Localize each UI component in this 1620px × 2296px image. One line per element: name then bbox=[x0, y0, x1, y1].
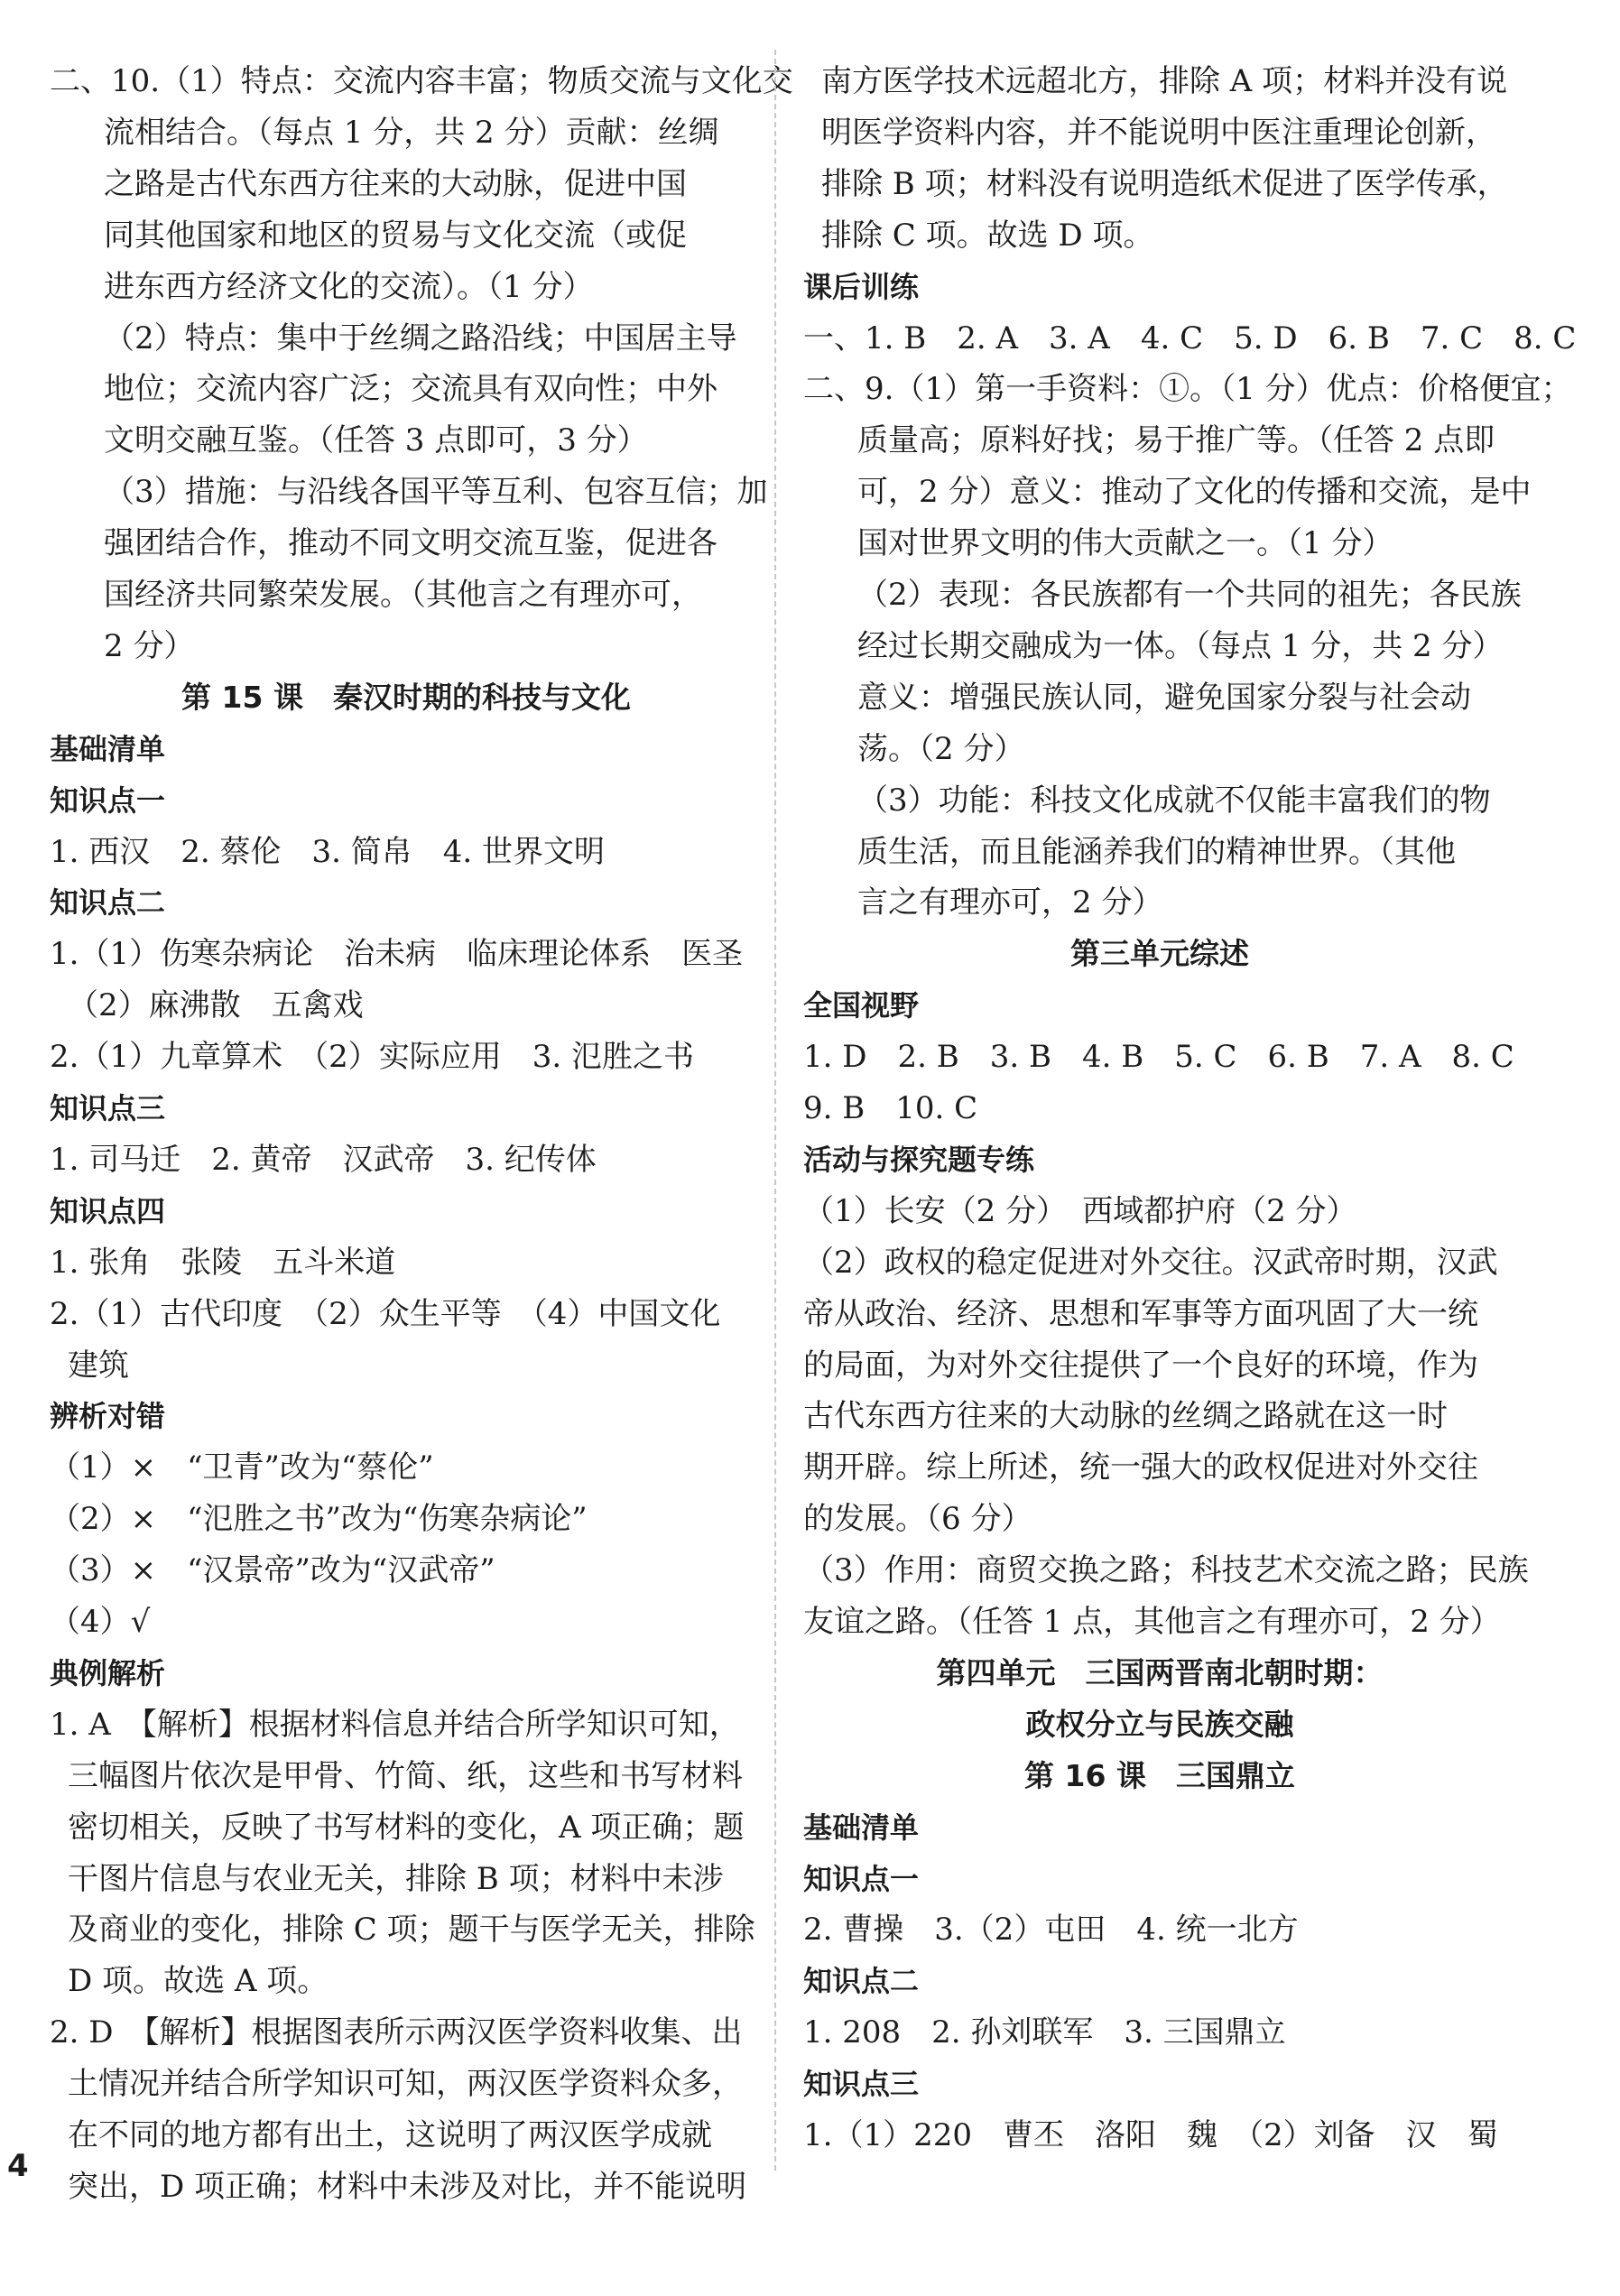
left-line: 干图片信息与农业无关，排除 B 项；材料中未涉 bbox=[68, 1860, 724, 1897]
left-line: 第 15 课 秦汉时期的科技与文化 bbox=[181, 679, 631, 715]
left-line: 同其他国家和地区的贸易与文化交流（或促 bbox=[104, 217, 687, 254]
right-line: 第三单元综述 bbox=[1070, 936, 1249, 972]
left-line: 1. 西汉 2. 蔡伦 3. 简帛 4. 世界文明 bbox=[50, 833, 605, 870]
right-line: 知识点三 bbox=[803, 2067, 920, 2102]
left-line: 2. D 【解析】根据图表所示两汉医学资料收集、出 bbox=[50, 2014, 743, 2051]
left-line: 及商业的变化，排除 C 项；题干与医学无关，排除 bbox=[68, 1912, 755, 1949]
left-line: 突出，D 项正确；材料中未涉及对比，并不能说明 bbox=[68, 2168, 747, 2205]
left-line: 强团结合作，推动不同文明交流互鉴，促进各 bbox=[104, 525, 717, 562]
right-line: 可，2 分）意义：推动了文化的传播和交流，是中 bbox=[857, 474, 1532, 511]
left-line: 土情况并结合所学知识可知，两汉医学资料众多， bbox=[68, 2066, 743, 2103]
right-line: 基础清单 bbox=[803, 1810, 920, 1845]
left-line: 典例解析 bbox=[50, 1655, 166, 1690]
right-line: 荡。（2 分） bbox=[857, 730, 1025, 767]
left-line: （2）× “氾胜之书”改为“伤寒杂病论” bbox=[50, 1501, 588, 1538]
right-line: 南方医学技术远超北方，排除 A 项；材料并没有说 bbox=[821, 63, 1508, 99]
right-line: 1. 208 2. 孙刘联军 3. 三国鼎立 bbox=[803, 2014, 1286, 2051]
right-line: （1）长安（2 分） 西域都护府（2 分） bbox=[803, 1192, 1357, 1229]
right-line: 1. D 2. B 3. B 4. B 5. C 6. B 7. A 8. C bbox=[803, 1039, 1514, 1076]
right-line: （3）作用：商贸交换之路；科技艺术交流之路；民族 bbox=[803, 1552, 1529, 1589]
left-line: 二、10.（1）特点：交流内容丰富；物质交流与文化交 bbox=[50, 63, 793, 99]
left-line: 2.（1）古代印度 （2）众生平等 （4）中国文化 bbox=[50, 1295, 721, 1332]
left-line: D 项。故选 A 项。 bbox=[68, 1963, 329, 2000]
left-line: 1. 司马迁 2. 黄帝 汉武帝 3. 纪传体 bbox=[50, 1141, 597, 1178]
right-line: 活动与探究题专练 bbox=[803, 1142, 1035, 1177]
left-line: （1）× “卫青”改为“蔡伦” bbox=[50, 1449, 434, 1486]
left-line: 1.（1）伤寒杂病论 治未病 临床理论体系 医圣 bbox=[50, 936, 744, 973]
right-line: 经过长期交融成为一体。（每点 1 分，共 2 分） bbox=[857, 627, 1504, 664]
left-line: 文明交融互鉴。（任答 3 点即可，3 分） bbox=[104, 422, 648, 459]
page-number: 4 bbox=[7, 2148, 29, 2184]
left-line: 密切相关，反映了书写材料的变化，A 项正确；题 bbox=[68, 1809, 745, 1846]
right-line: 排除 B 项；材料没有说明造纸术促进了医学传承， bbox=[821, 165, 1508, 202]
left-line: 知识点四 bbox=[50, 1193, 166, 1228]
left-line: 辨析对错 bbox=[50, 1399, 166, 1434]
right-line: 帝从政治、经济、思想和军事等方面巩固了大一统 bbox=[803, 1295, 1478, 1332]
right-line: 意义：增强民族认同，避免国家分裂与社会动 bbox=[857, 679, 1471, 716]
left-line: 建筑 bbox=[68, 1347, 129, 1384]
right-line: 2. 曹操 3.（2）屯田 4. 统一北方 bbox=[803, 1912, 1299, 1949]
left-line: 1. A 【解析】根据材料信息并结合所学知识可知， bbox=[50, 1706, 740, 1743]
left-line: 地位；交流内容广泛；交流具有双向性；中外 bbox=[104, 371, 717, 408]
right-line: （3）功能：科技文化成就不仅能丰富我们的物 bbox=[857, 782, 1491, 819]
right-line: 质生活，而且能涵养我们的精神世界。（其他 bbox=[857, 833, 1456, 870]
right-line: 言之有理亦可，2 分） bbox=[857, 884, 1163, 921]
right-line: 期开辟。综上所述，统一强大的政权促进对外交往 bbox=[803, 1449, 1478, 1486]
right-line: 一、1. B 2. A 3. A 4. C 5. D 6. B 7. C 8. C bbox=[803, 319, 1577, 356]
right-line: 的局面，为对外交往提供了一个良好的环境，作为 bbox=[803, 1347, 1478, 1384]
left-line: 流相结合。（每点 1 分，共 2 分）贡献：丝绸 bbox=[104, 114, 719, 151]
right-line: 全国视野 bbox=[803, 988, 920, 1023]
left-line: 在不同的地方都有出土，这说明了两汉医学成就 bbox=[68, 2117, 712, 2153]
left-line: 知识点三 bbox=[50, 1091, 166, 1125]
left-line: 2 分） bbox=[104, 627, 195, 664]
left-line: （3）× “汉景帝”改为“汉武帝” bbox=[50, 1552, 495, 1589]
left-line: （2）特点：集中于丝绸之路沿线；中国居主导 bbox=[104, 319, 737, 356]
right-line: 国对世界文明的伟大贡献之一。（1 分） bbox=[857, 525, 1393, 562]
right-line: 知识点二 bbox=[803, 1964, 920, 1999]
left-line: 知识点二 bbox=[50, 885, 166, 921]
left-line: （2）麻沸散 五禽戏 bbox=[68, 987, 364, 1024]
right-line: 9. B 10. C bbox=[803, 1090, 978, 1126]
column-divider bbox=[774, 50, 776, 2171]
left-line: （4）√ bbox=[50, 1604, 151, 1640]
left-line: 之路是古代东西方往来的大动脉，促进中国 bbox=[104, 165, 687, 202]
right-line: 排除 C 项。故选 D 项。 bbox=[821, 217, 1154, 254]
left-line: 1. 张角 张陵 五斗米道 bbox=[50, 1244, 396, 1281]
right-line: 知识点一 bbox=[803, 1861, 920, 1896]
right-line: 二、9.（1）第一手资料：①。（1 分）优点：价格便宜； bbox=[803, 371, 1572, 408]
right-line: （2）表现：各民族都有一个共同的祖先；各民族 bbox=[857, 577, 1522, 613]
right-line: 友谊之路。（任答 1 点，其他言之有理亦可，2 分） bbox=[803, 1604, 1501, 1640]
left-line: 三幅图片依次是甲骨、竹简、纸，这些和书写材料 bbox=[68, 1757, 743, 1794]
right-line: 质量高；原料好找；易于推广等。（任答 2 点即 bbox=[857, 422, 1495, 459]
right-line: 古代东西方往来的大动脉的丝绸之路就在这一时 bbox=[803, 1398, 1448, 1435]
right-line: 明医学资料内容，并不能说明中医注重理论创新， bbox=[821, 114, 1496, 151]
left-line: 2.（1）九章算术 （2）实际应用 3. 氾胜之书 bbox=[50, 1039, 694, 1076]
right-line: 第四单元 三国两晋南北朝时期： bbox=[936, 1654, 1384, 1690]
right-line: 的发展。（6 分） bbox=[803, 1501, 1032, 1538]
right-line: （2）政权的稳定促进对外交往。汉武帝时期，汉武 bbox=[803, 1244, 1498, 1281]
left-line: 基础清单 bbox=[50, 731, 166, 766]
right-line: 1.（1）220 曹丕 洛阳 魏 （2）刘备 汉 蜀 bbox=[803, 2117, 1498, 2153]
left-line: 进东西方经济文化的交流）。（1 分） bbox=[104, 268, 594, 305]
right-line: 政权分立与民族交融 bbox=[1025, 1706, 1294, 1742]
left-line: 知识点一 bbox=[50, 782, 166, 818]
right-line: 课后训练 bbox=[803, 269, 920, 304]
right-line: 第 16 课 三国鼎立 bbox=[1024, 1757, 1295, 1793]
left-line: 国经济共同繁荣发展。（其他言之有理亦可， bbox=[104, 577, 702, 613]
left-line: （3）措施：与沿线各国平等互利、包容互信；加 bbox=[104, 474, 768, 511]
